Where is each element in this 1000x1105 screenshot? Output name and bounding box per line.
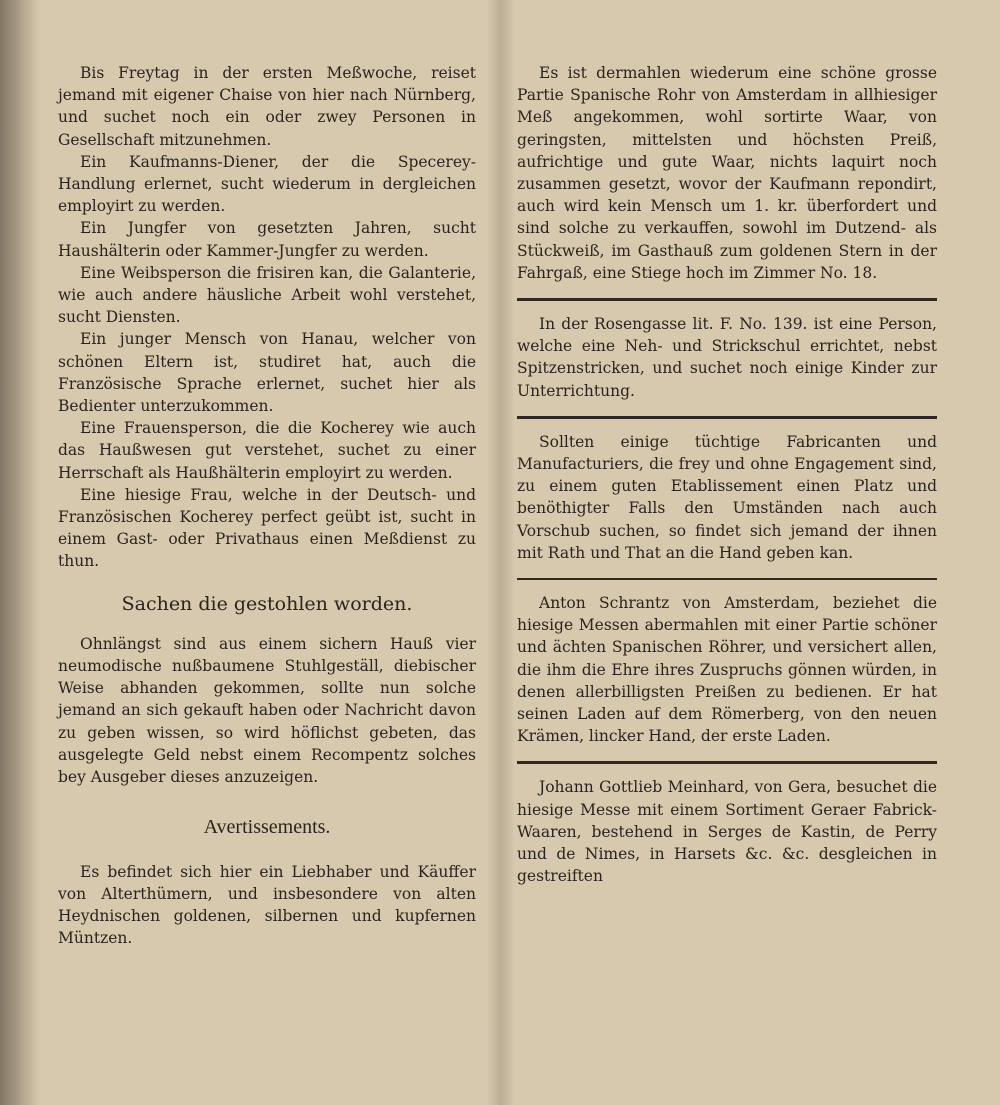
- section-heading-avertissements: Avertissements.: [203, 816, 331, 839]
- section-divider: [517, 298, 937, 301]
- notice-paragraph: Anton Schrantz von Amsterdam, beziehet die hiesige Messen abermahlen mit einer Partie schöner und ächten Spanischen Röhrer, und versichert allen, die ihm die Ehre ihres Zuspruchs gönnen würden, in denen allerbilligsten Preißen zu bedienen. Er hat seinen Laden auf dem Römerberg, von den neuen Krämen, lincker Hand, der erste Laden.: [517, 594, 937, 746]
- notice-paragraph: Sollten einige tüchtige Fabricanten und Manufacturiers, die frey und ohne Engagement sind, zu einem guten Etablissement einen Platz und benöthigter Falls den Umständen nach auch Vorschub suchen, so findet sich jemand der ihnen mit Rath und That an die Hand geben kan.: [517, 432, 937, 562]
- section-divider: [517, 578, 937, 580]
- notice-paragraph: Es befindet sich hier ein Liebhaber und Käuffer von Alterthümern, und insbesondere von alten Heydnischen goldenen, silbernen und kupfernen Müntzen.: [58, 862, 476, 948]
- section-divider: [517, 761, 937, 764]
- notice-paragraph: In der Rosengasse lit. F. No. 139. ist eine Person, welche eine Neh- und Strickschul errichtet, nebst Spitzenstricken, und suchet noch einige Kinder zur Unterrichtung.: [517, 315, 937, 400]
- notice-paragraph: Ein Jungfer von gesetzten Jahren, sucht Haushälterin oder Kammer-Jungfer zu werden.: [58, 219, 476, 260]
- page-shadow: [0, 0, 40, 1105]
- left-column: [58, 62, 476, 949]
- right-column: [517, 62, 937, 888]
- notice-paragraph: Bis Freytag in der ersten Meßwoche, reiset jemand mit eigener Chaise von hier nach Nürnberg, und suchet noch ein oder zwey Personen in Gesellschaft mitzunehmen.: [58, 64, 476, 149]
- section-divider: [517, 416, 937, 419]
- notice-paragraph: Eine hiesige Frau, welche in der Deutsch- und Französischen Kocherey perfect geübt ist, sucht in einem Gast- oder Privathaus einen Meßdienst zu thun.: [58, 485, 476, 571]
- notice-paragraph: Eine Frauensperson, die die Kocherey wie auch das Haußwesen gut verstehet, suchet zu einer Herrschaft als Haußhälterin employirt zu werden.: [58, 419, 476, 482]
- section-heading-stolen: Sachen die gestohlen worden.: [121, 592, 413, 615]
- notice-paragraph: Ein Kaufmanns-Diener, der die Specerey-Handlung erlernet, sucht wiederum in dergleichen employirt zu werden.: [58, 152, 476, 216]
- column-gutter: [487, 0, 515, 1105]
- notice-paragraph: Ein junger Mensch von Hanau, welcher von schönen Eltern ist, studiret hat, auch die Französische Sprache erlernet, suchet hier als Bedienter unterzukommen.: [58, 330, 476, 416]
- notice-paragraph: Ohnlängst sind aus einem sichern Hauß vier neumodische nußbaumene Stuhlgeställ, diebischer Weise abhanden gekommen, sollte nun solche jemand an sich gekauft haben oder Nachricht davon zu geben wissen, so wird höflichst gebeten, das ausgelegte Geld nebst einem Recompentz solches bey Ausgeber dieses anzuzeigen.: [58, 634, 476, 787]
- notice-paragraph: Es ist dermahlen wiederum eine schöne grosse Partie Spanische Rohr von Amsterdam in allhiesiger Meß angekommen, wohl sortirte Waar, von geringsten, mittelsten und höchsten Preiß, aufrichtige und gute Waar, nichts laquirt noch zusammen gesetzt, wovor der Kaufmann repondirt, auch wird kein Mensch um 1. kr. überfordert und sind solche zu verkauffen, sowohl im Dutzend- als Stückweiß, im Gasthauß zum goldenen Stern in der Fahrgaß, eine Stiege hoch im Zimmer No. 18.: [517, 64, 937, 282]
- notice-paragraph: Johann Gottlieb Meinhard, von Gera, besuchet die hiesige Messe mit einem Sortiment Geraer Fabrick-Waaren, bestehend in Serges de Kastin, de Perry und de Nimes, in Harsets &c. &c. desgleichen in gestreiften: [517, 778, 937, 886]
- notice-paragraph: Eine Weibsperson die frisiren kan, die Galanterie, wie auch andere häusliche Arbeit wohl verstehet, sucht Diensten.: [58, 263, 476, 327]
